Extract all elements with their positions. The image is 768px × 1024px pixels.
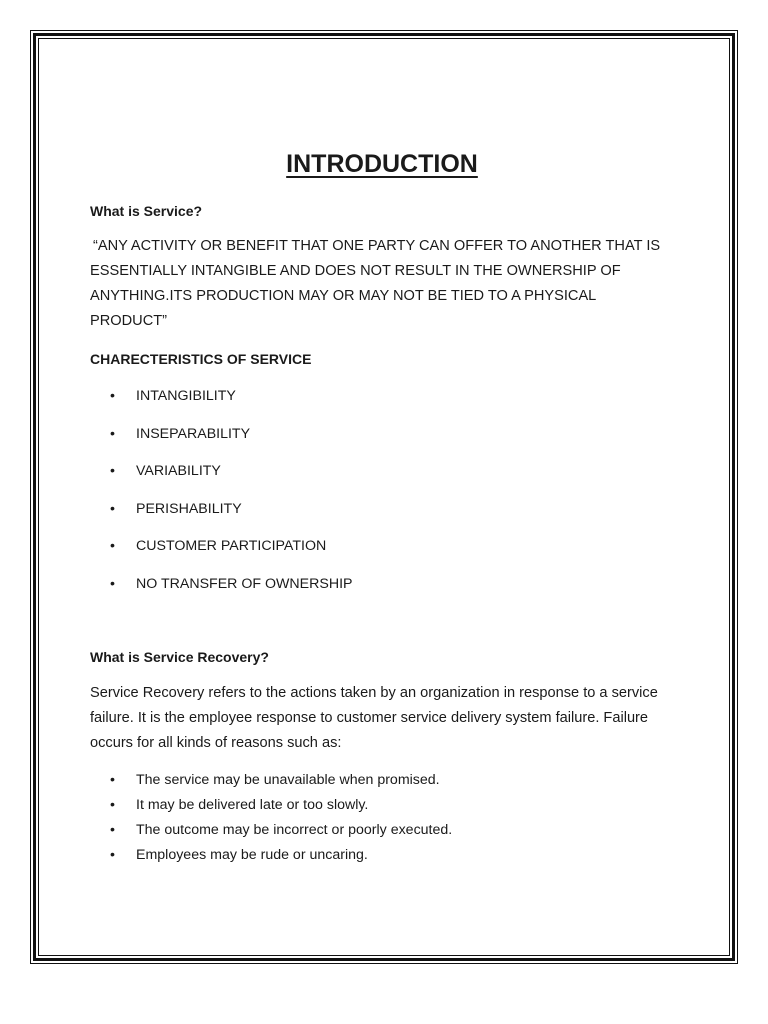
bullet-icon: • xyxy=(110,797,115,813)
failure-reasons-list xyxy=(110,770,452,870)
bullet-icon: • xyxy=(110,538,115,554)
characteristics-list xyxy=(110,386,353,611)
list-item: • INTANGIBILITY xyxy=(110,388,236,404)
bullet-icon: • xyxy=(110,500,115,517)
list-item: • It may be delivered late or too slowly. xyxy=(110,797,369,813)
list-item: • The outcome may be incorrect or poorly executed. xyxy=(110,822,453,838)
bullet-icon: • xyxy=(110,575,115,592)
heading-characteristics: CHARECTERISTICS OF SERVICE xyxy=(90,351,312,367)
list-item: • CUSTOMER PARTICIPATION xyxy=(110,538,327,554)
bullet-icon: • xyxy=(110,425,115,442)
list-item: • PERISHABILITY xyxy=(110,500,242,517)
heading-service-recovery: What is Service Recovery? xyxy=(90,649,269,665)
list-item: • VARIABILITY xyxy=(110,463,221,479)
bullet-icon: • xyxy=(110,822,115,838)
list-item: • INSEPARABILITY xyxy=(110,425,251,442)
service-definition: “ANY ACTIVITY OR BENEFIT THAT ONE PARTY CAN OFFER TO ANOTHER THAT IS ESSENTIALLY INTANGIBLE AND DOES NOT RESULT IN THE OWNERSHIP OF ANYTHING.ITS PRODUCTION MAY OR MAY NOT BE TIED TO A PHYSICAL PRODUCT” xyxy=(90,238,661,329)
page-title: INTRODUCTION xyxy=(286,150,478,178)
heading-what-is-service: What is Service? xyxy=(90,203,203,219)
list-item: • NO TRANSFER OF OWNERSHIP xyxy=(110,575,353,592)
bullet-icon: • xyxy=(110,463,115,479)
list-item: • The service may be unavailable when promised. xyxy=(110,772,440,788)
bullet-icon: • xyxy=(110,847,115,863)
list-item: • Employees may be rude or uncaring. xyxy=(110,847,368,863)
bullet-icon: • xyxy=(110,388,115,404)
bullet-icon: • xyxy=(110,772,115,788)
service-recovery-paragraph: Service Recovery refers to the actions taken by an organization in response to a service failure. It is the employee response to customer service delivery system failure. Failure occurs for all kinds of reasons such as: xyxy=(90,685,658,751)
